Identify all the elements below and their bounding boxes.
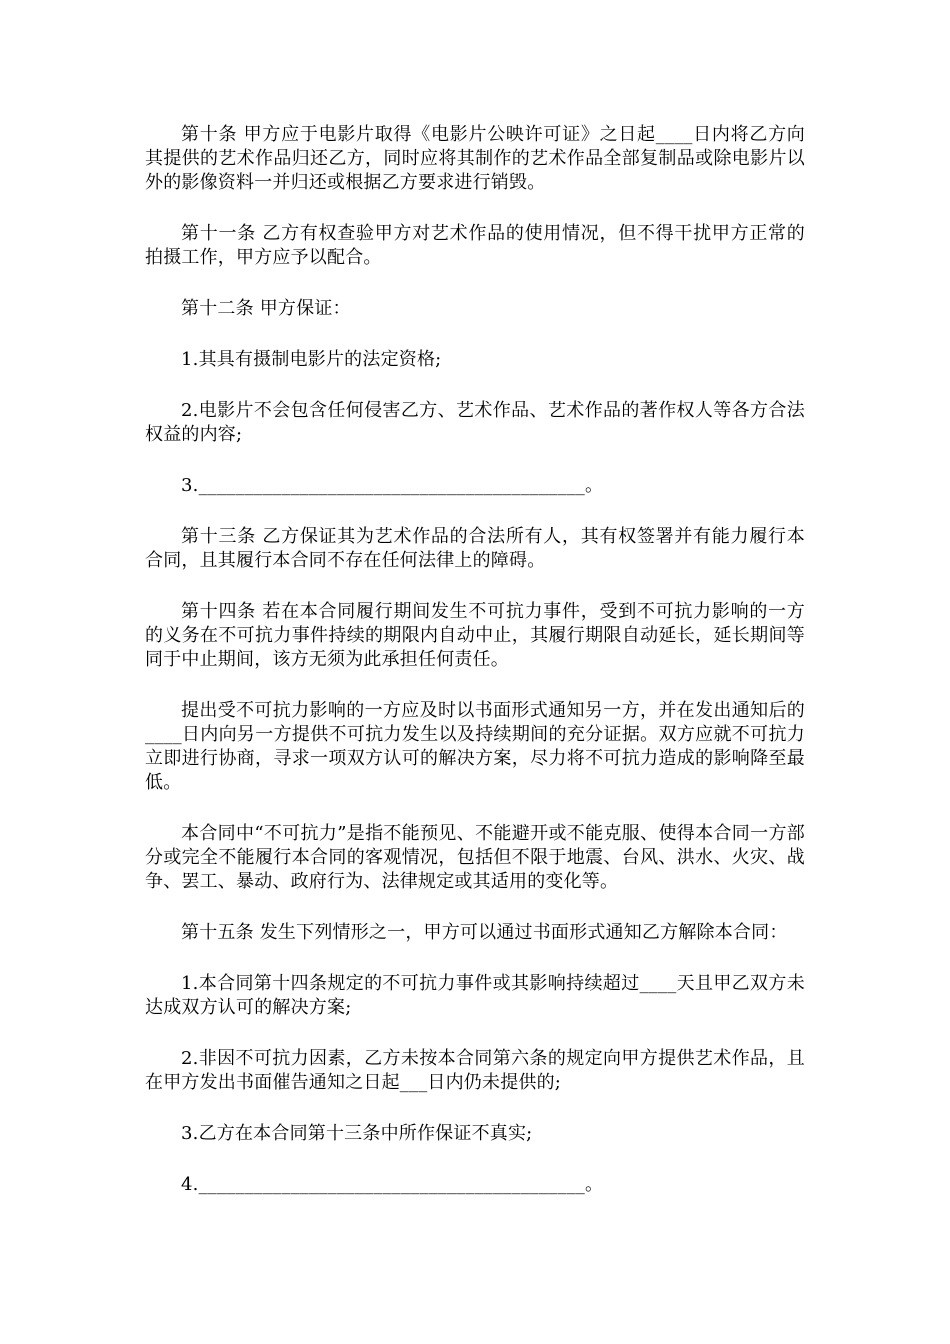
- clause-15-item-4-blank: 4.__________________________________________。: [181, 1174, 604, 1195]
- clause-12-item-3-blank: 3.__________________________________________。: [181, 475, 604, 496]
- clause-12-item-1: 1.其具有摄制电影片的法定资格;: [181, 349, 442, 370]
- clause-12-item-2: 2.电影片不会包含任何侵害乙方、艺术作品、艺术作品的著作权人等各方合法权益的内容;: [145, 400, 805, 445]
- clause-11-paragraph: 第十一条 乙方有权查验甲方对艺术作品的使用情况，但不得干扰甲方正常的拍摄工作，甲方应予以配合。: [145, 223, 805, 268]
- clause-14-paragraph: 第十四条 若在本合同履行期间发生不可抗力事件，受到不可抗力影响的一方的义务在不可抗力事件持续的期限内自动中止，其履行期限自动延长，延长期间等同于中止期间，该方无须为此承担任何责任。: [145, 601, 805, 670]
- force-majeure-definition-paragraph: 本合同中“不可抗力”是指不能预见、不能避开或不能克服、使得本合同一方部分或完全不能履行本合同的客观情况，包括但不限于地震、台风、洪水、火灾、战争、罢工、暴动、政府行为、法律规定或其适用的变化等。: [145, 823, 805, 892]
- clause-15-item-2: 2.非因不可抗力因素，乙方未按本合同第六条的规定向甲方提供艺术作品，且在甲方发出书面催告通知之日起___日内仍未提供的;: [145, 1048, 805, 1093]
- clause-15-item-3: 3.乙方在本合同第十三条中所作保证不真实;: [181, 1123, 533, 1144]
- clause-13-paragraph: 第十三条 乙方保证其为艺术作品的合法所有人，其有权签署并有能力履行本合同，且其履行本合同不存在任何法律上的障碍。: [145, 526, 805, 571]
- force-majeure-notice-paragraph: 提出受不可抗力影响的一方应及时以书面形式通知另一方，并在发出通知后的____日内向另一方提供不可抗力发生以及持续期间的充分证据。双方应就不可抗力立即进行协商，寻求一项双方认可的解决方案，尽力将不可抗力造成的影响降至最低。: [145, 700, 805, 793]
- clause-10-paragraph: 第十条 甲方应于电影片取得《电影片公映许可证》之日起____日内将乙方向其提供的艺术作品归还乙方，同时应将其制作的艺术作品全部复制品或除电影片以外的影像资料一并归还或根据乙方要求进行销毁。: [145, 124, 805, 193]
- clause-15-heading: 第十五条 发生下列情形之一，甲方可以通过书面形式通知乙方解除本合同：: [181, 922, 788, 943]
- clause-12-heading: 第十二条 甲方保证：: [181, 298, 351, 319]
- clause-15-item-1: 1.本合同第十四条规定的不可抗力事件或其影响持续超过____天且甲乙双方未达成双方认可的解决方案;: [145, 973, 805, 1018]
